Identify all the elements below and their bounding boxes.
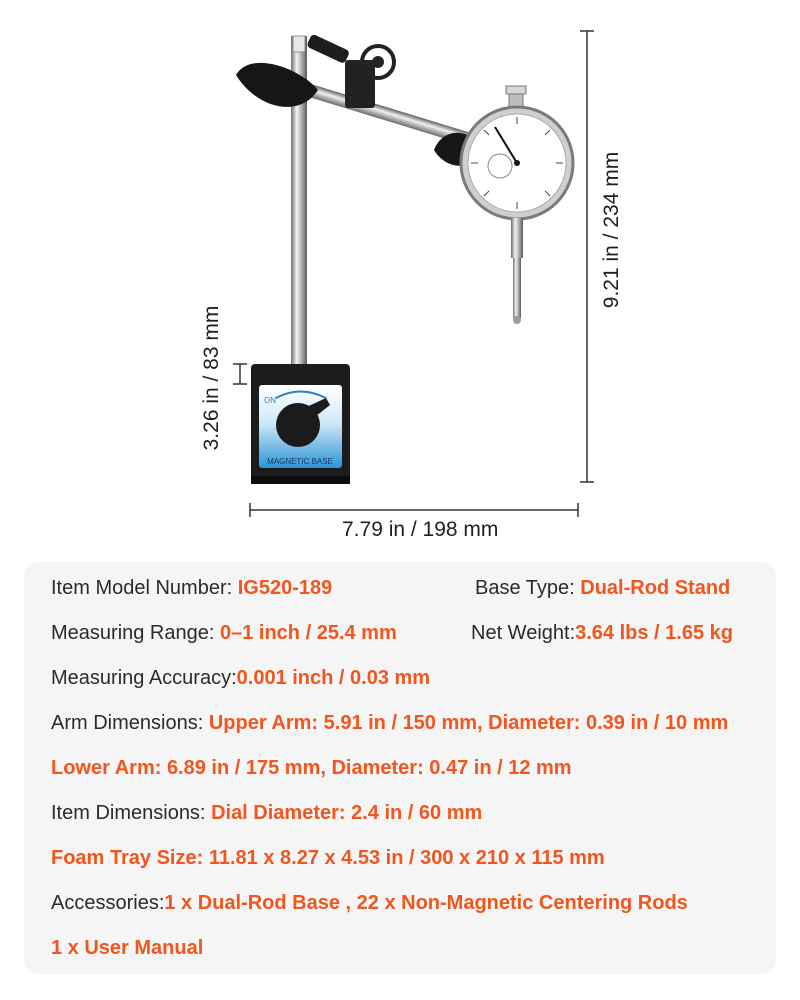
spec-measuring-accuracy xyxy=(51,665,430,691)
spec-accessories xyxy=(51,890,688,916)
spec-value: Dial Diameter: 2.4 in / 60 mm xyxy=(211,802,483,824)
spec-value: Upper Arm: 5.91 in / 150 mm, Diameter: 0.39 in / 10 mm xyxy=(208,712,729,734)
arm-clamp xyxy=(345,60,375,108)
spec-label: Base Type: xyxy=(475,577,581,599)
indicator-spindle xyxy=(513,258,521,318)
spec-label: Arm Dimensions: xyxy=(51,712,209,734)
spec-foam-tray-size xyxy=(51,845,605,871)
spec-value: Lower Arm: 6.89 in / 175 mm, Diameter: 0.47 in / 12 mm xyxy=(51,757,572,779)
spec-value: 0–1 inch / 25.4 mm xyxy=(219,622,397,644)
spec-label: Accessories: xyxy=(51,892,165,914)
spec-value: 1 x User Manual xyxy=(51,937,204,959)
width-dimension-line xyxy=(250,503,578,517)
spec-lower-arm xyxy=(51,755,572,781)
spec-model-number xyxy=(51,575,332,601)
spec-measuring-range xyxy=(51,620,397,646)
spec-label: Measuring Range: xyxy=(51,622,220,644)
spec-label: Item Model Number: xyxy=(51,577,238,599)
spec-arm-dimensions xyxy=(51,710,728,736)
spec-value: 3.64 lbs / 1.65 kg xyxy=(575,622,733,644)
base-on-label: ON xyxy=(264,396,276,405)
spec-item-dimensions xyxy=(51,800,482,826)
specifications-panel xyxy=(24,562,776,974)
spec-label: Item Dimensions: xyxy=(51,802,212,824)
spec-net-weight xyxy=(471,620,733,646)
height-dimension-line xyxy=(580,31,594,482)
spec-label: Measuring Accuracy: xyxy=(51,667,237,689)
spec-value: 1 x Dual-Rod Base , 22 x Non-Magnetic Centering Rods xyxy=(164,892,688,914)
spec-value: 0.001 inch / 0.03 mm xyxy=(236,667,431,689)
base-name-label: MAGNETIC BASE xyxy=(267,457,333,466)
indicator-stem xyxy=(511,218,523,258)
spec-base-type xyxy=(475,575,730,601)
base-height-dimension-label: 3.26 in / 83 mm xyxy=(200,305,223,451)
spec-value: Foam Tray Size: 11.81 x 8.27 x 4.53 in / 300 x 210 x 115 mm xyxy=(51,847,605,869)
spec-value: IG520-189 xyxy=(237,577,333,599)
width-dimension-label: 7.79 in / 198 mm xyxy=(342,518,499,541)
base-height-dimension-line xyxy=(233,364,247,384)
height-dimension-label: 9.21 in / 234 mm xyxy=(600,151,623,309)
spec-label: Net Weight: xyxy=(471,622,576,644)
spec-value: Dual-Rod Stand xyxy=(580,577,731,599)
spec-user-manual xyxy=(51,935,203,961)
